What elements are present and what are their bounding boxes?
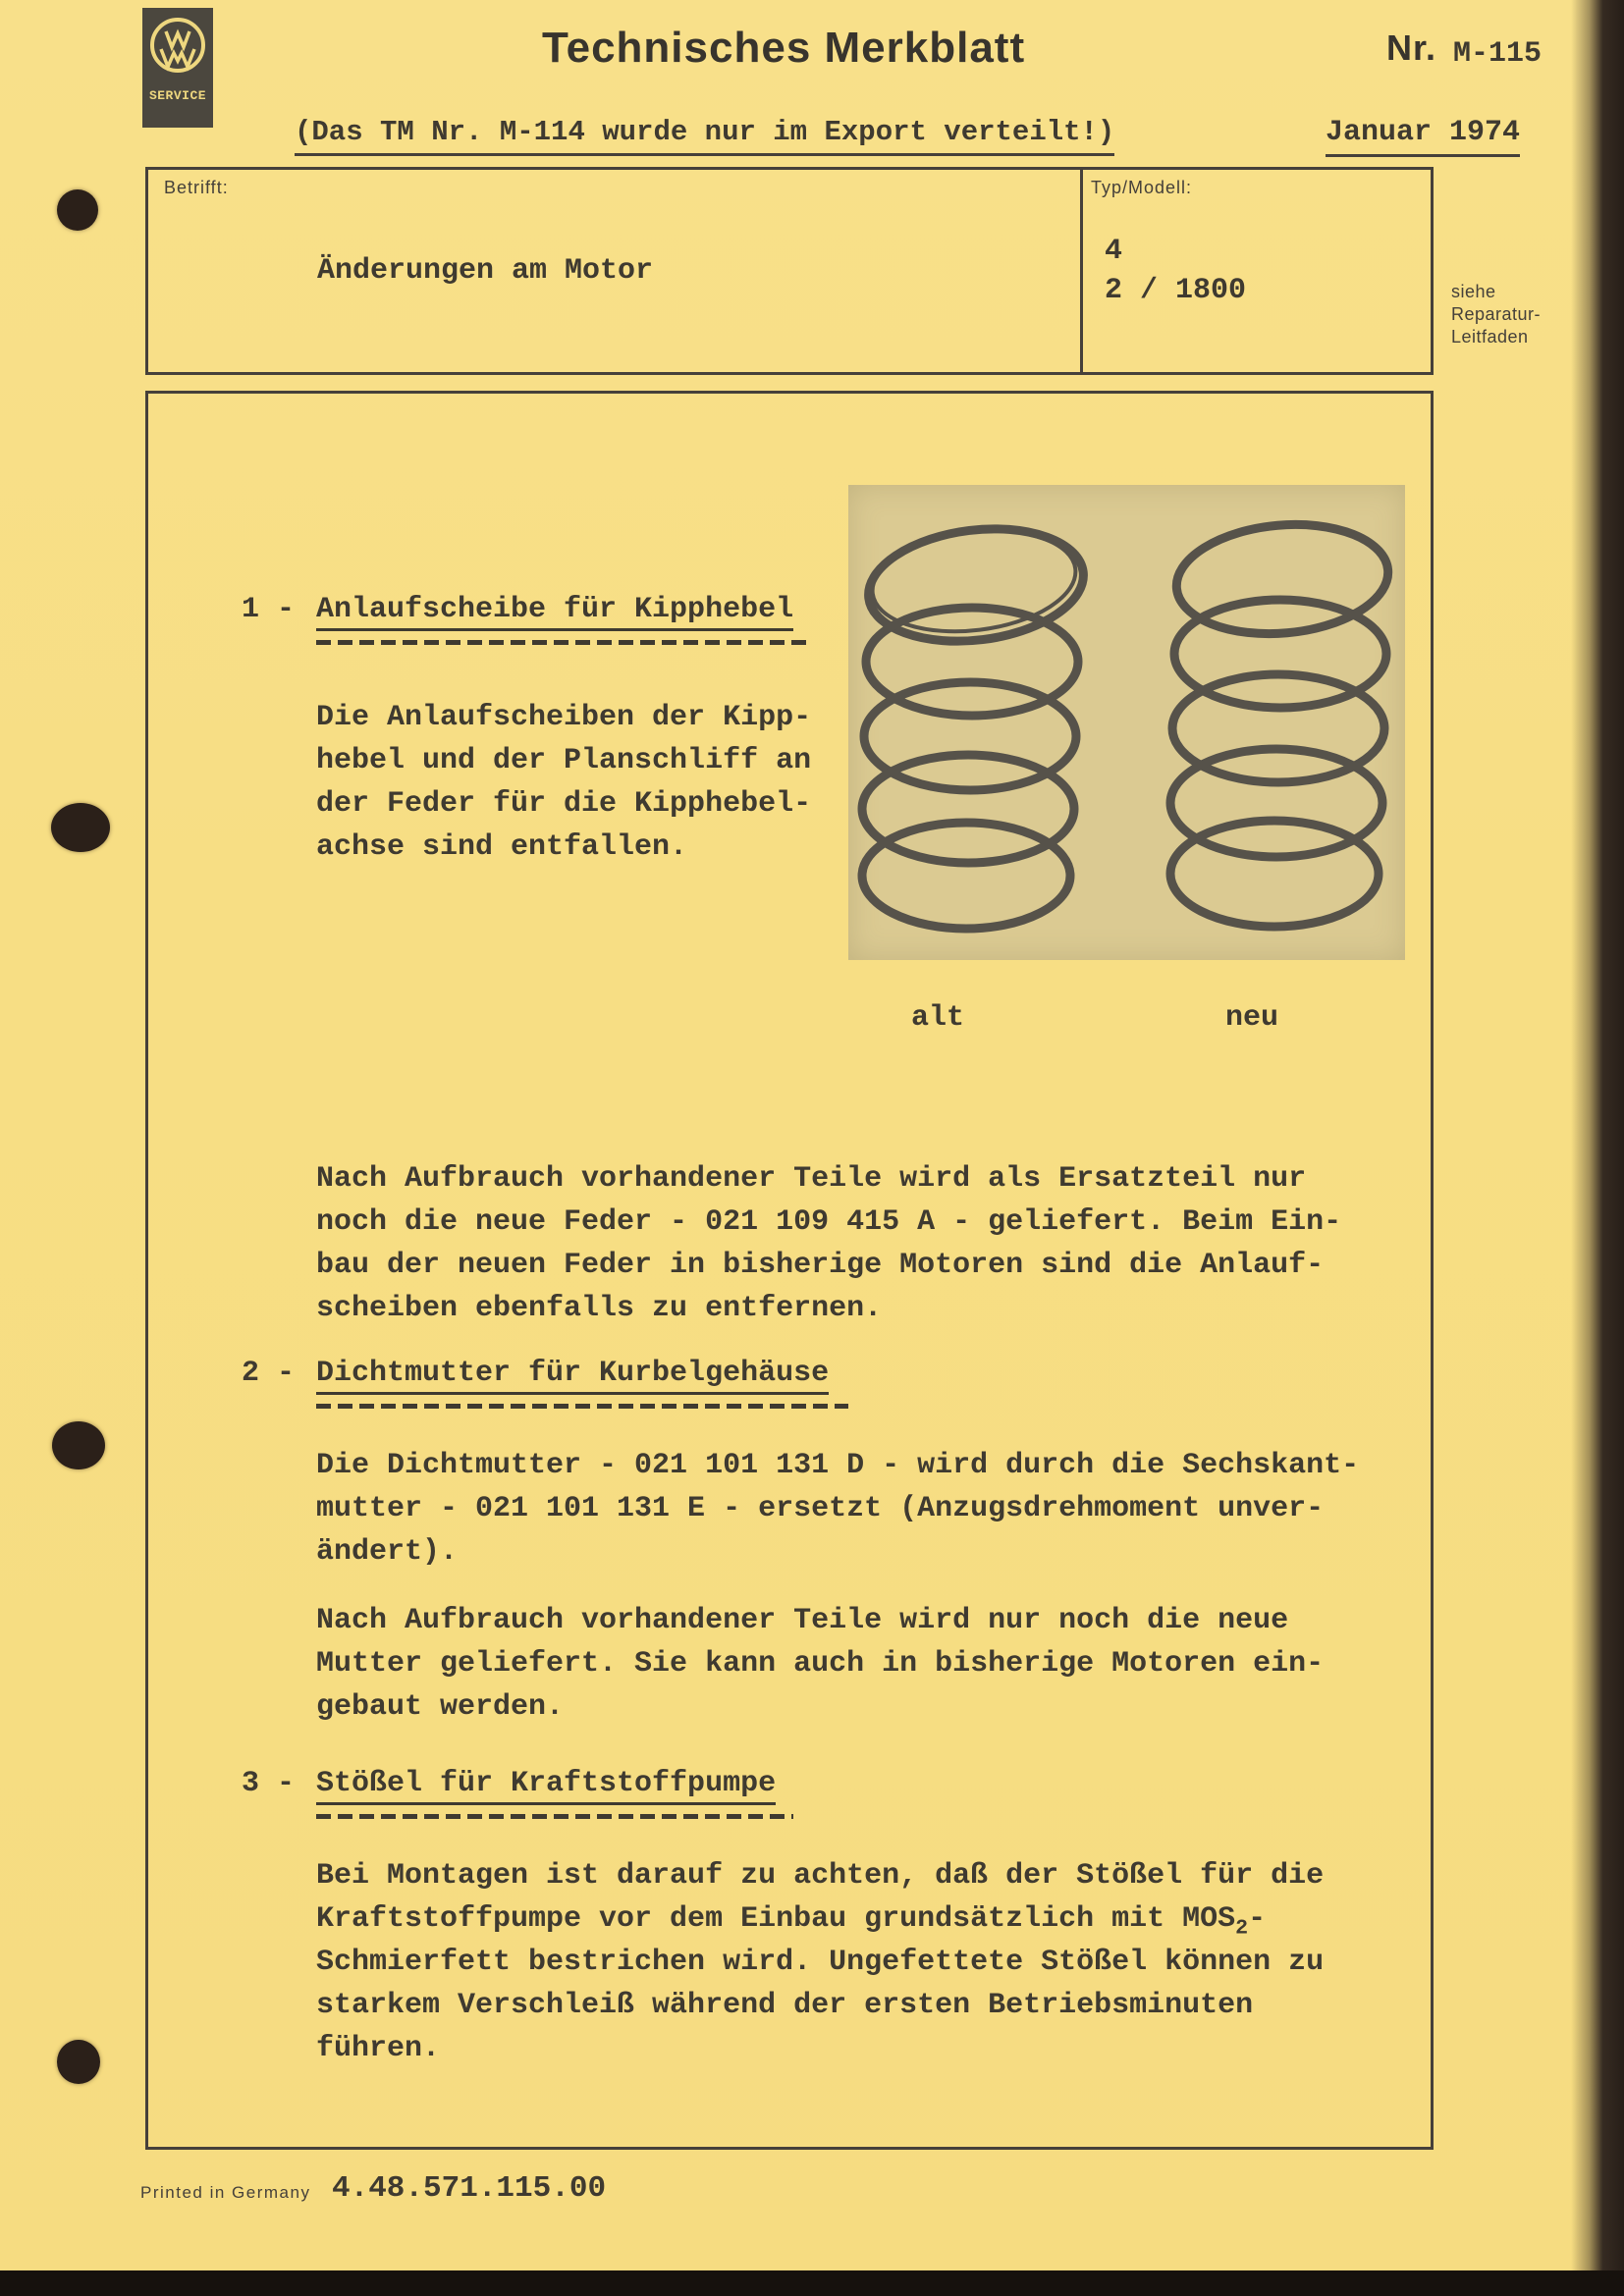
punch-hole (57, 2040, 100, 2084)
typ-modell-label: Typ/Modell: (1091, 178, 1193, 197)
springs-illustration (848, 485, 1405, 960)
section3-dash-underline (316, 1814, 793, 1819)
form-number: 4.48.571.115.00 (332, 2171, 607, 2206)
section1-para1-line: der Feder für die Kipphebel- (316, 787, 812, 821)
section2-para2-line: gebaut werden. (316, 1690, 565, 1724)
section2-para1-line: mutter - 021 101 131 E - ersetzt (Anzugsdrehmoment unver- (316, 1492, 1325, 1525)
mos2-subscript: 2 (1235, 1916, 1249, 1941)
punch-hole (51, 803, 110, 852)
nr-label: Nr. (1386, 27, 1437, 68)
section1-para2-line: bau der neuen Feder in bisherige Motoren sind die Anlauf- (316, 1249, 1325, 1282)
section1-dash-underline (316, 640, 812, 645)
subject-value: Änderungen am Motor (317, 254, 654, 288)
punch-hole (57, 189, 98, 231)
repair-manual-note: siehe Reparatur- Leitfaden (1451, 282, 1542, 347)
section2-para2-line: Mutter geliefert. Sie kann auch in bisherige Motoren ein- (316, 1647, 1325, 1681)
issue-date: Januar 1974 (1326, 116, 1520, 157)
springs-photo (848, 485, 1405, 960)
subject-type-box (145, 167, 1434, 375)
section1-para2-line: Nach Aufbrauch vorhandener Teile wird als Ersatzteil nur (316, 1162, 1307, 1196)
box-divider (1080, 170, 1083, 372)
section2-title: Dichtmutter für Kurbelgehäuse (316, 1357, 829, 1395)
section1-title: Anlaufscheibe für Kipphebel (316, 593, 793, 631)
betrifft-label: Betrifft: (164, 178, 229, 197)
section2-number: 2 - (242, 1357, 296, 1390)
scan-edge-right (1571, 0, 1624, 2296)
nr-value: M-115 (1453, 37, 1543, 71)
section1-para1-line: achse sind entfallen. (316, 830, 688, 864)
section2-dash-underline (316, 1404, 848, 1409)
figure-label-new: neu (1225, 1001, 1279, 1035)
section1-number: 1 - (242, 593, 296, 626)
section1-para1-line: hebel und der Planschliff an (316, 744, 812, 777)
section1-para2-line: scheiben ebenfalls zu entfernen. (316, 1292, 883, 1325)
figure-label-old: alt (911, 1001, 965, 1035)
punch-hole (52, 1421, 105, 1469)
type-value-line1: 4 (1105, 235, 1123, 268)
section2-para1-line: ändert). (316, 1535, 459, 1569)
section3-para-line-mos2: Kraftstoffpumpe vor dem Einbau grundsätzlich mit $MOS_2-$ (316, 1902, 1267, 1941)
section3-title: Stößel für Kraftstoffpumpe (316, 1767, 776, 1805)
section1-para2-line: noch die neue Feder - 021 109 415 A - geliefert. Beim Ein- (316, 1205, 1342, 1239)
export-note: (Das TM Nr. M-114 wurde nur im Export verteilt!) (295, 116, 1114, 156)
section3-para-line: starkem Verschleiß während der ersten Betriebsminuten (316, 1989, 1254, 2022)
section3-para-line: Bei Montagen ist darauf zu achten, daß der Stößel für die (316, 1859, 1325, 1893)
section3-para-line: führen. (316, 2032, 441, 2065)
section2-para2-line: Nach Aufbrauch vorhandener Teile wird nur noch die neue (316, 1604, 1289, 1637)
scan-edge-bottom (0, 2270, 1624, 2296)
printed-in-germany: Printed in Germany (140, 2183, 311, 2202)
section1-para1-line: Die Anlaufscheiben der Kipp- (316, 701, 812, 734)
type-value-line2: 2 / 1800 (1105, 274, 1247, 307)
vw-roundel-icon (146, 8, 209, 84)
page-title: Technisches Merkblatt (542, 24, 1026, 72)
service-label: SERVICE (148, 88, 207, 103)
vw-service-logo (142, 8, 213, 128)
section2-para1-line: Die Dichtmutter - 021 101 131 D - wird durch die Sechskant- (316, 1449, 1360, 1482)
section3-para-line: Schmierfett bestrichen wird. Ungefettete Stößel können zu (316, 1946, 1325, 1979)
section3-number: 3 - (242, 1767, 296, 1800)
